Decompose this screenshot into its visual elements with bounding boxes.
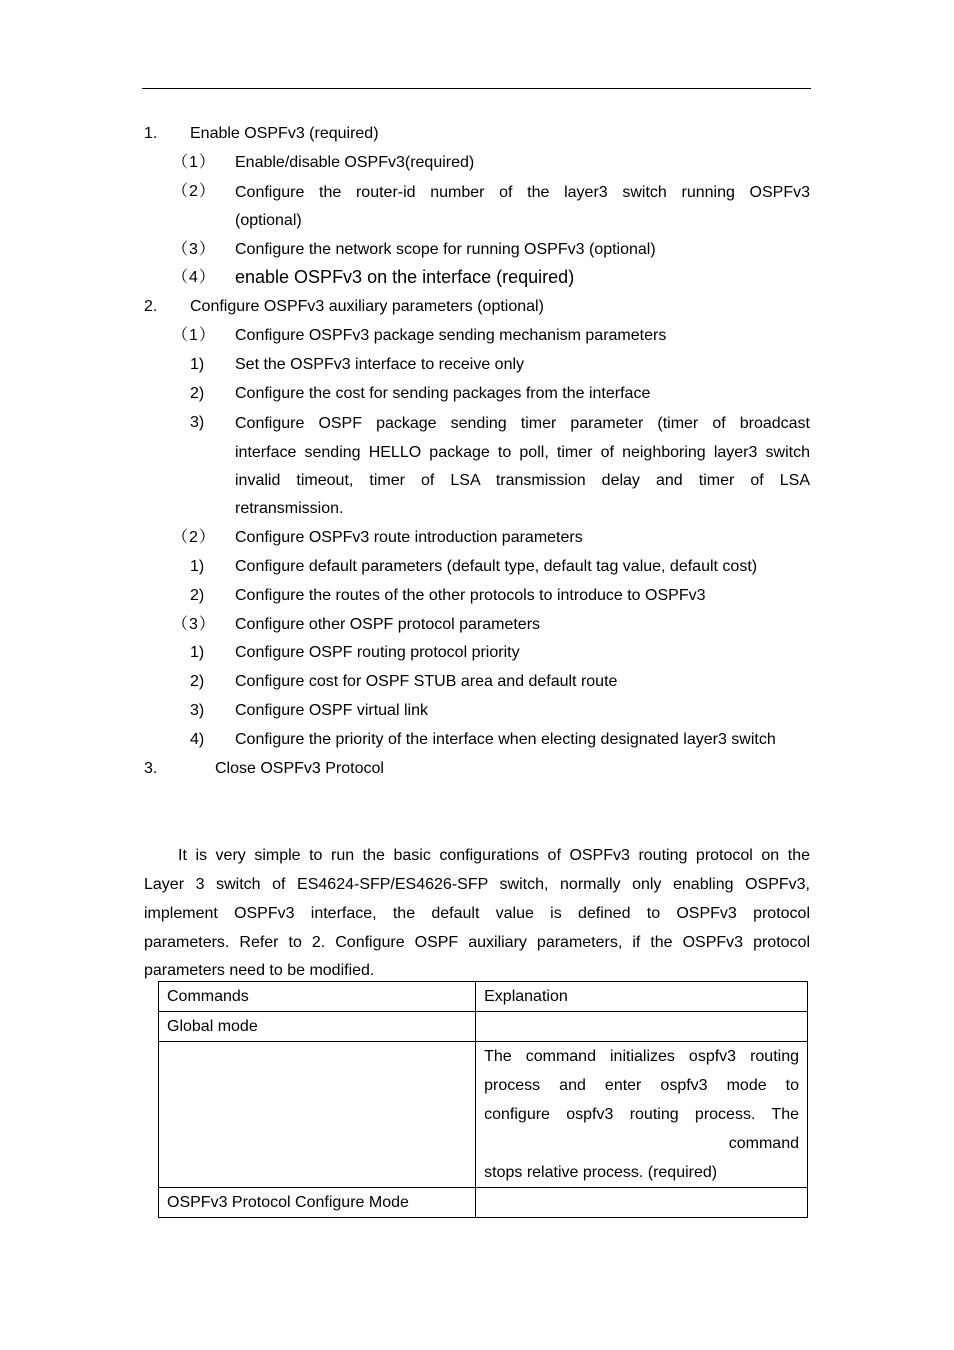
outline-number: 2) (190, 587, 205, 604)
outline-number: 2) (190, 673, 205, 690)
outline-number: 1. (144, 125, 158, 142)
outline-number: 3. (144, 760, 158, 777)
table-header-row (159, 982, 808, 1012)
outline-item: enable OSPFv3 on the interface (required) (235, 267, 575, 287)
outline-item: Configure the routes of the other protocols to introduce to OSPFv3 (235, 587, 706, 604)
explanation-line: configure ospfv3 routing process. The (484, 1106, 799, 1123)
paragraph-line: It is very simple to run the basic configurations of OSPFv3 routing protocol on the (178, 847, 810, 864)
outline-item: Configure OSPF package sending timer parameter (timer of broadcast (235, 415, 810, 432)
header-rule (142, 88, 811, 89)
outline-number: （1） (172, 154, 216, 171)
table-row (159, 1042, 808, 1188)
table-cell-explanation (476, 1042, 808, 1188)
table-cell-mode: OSPFv3 Protocol Configure Mode (159, 1188, 476, 1218)
outline-item: Enable/disable OSPFv3(required) (235, 154, 475, 171)
table-row (159, 1012, 808, 1042)
outline-item: Configure OSPFv3 package sending mechanism parameters (235, 327, 667, 344)
outline-item: Close OSPFv3 Protocol (215, 760, 384, 777)
outline-item: Enable OSPFv3 (required) (190, 125, 379, 142)
outline-number: 2) (190, 385, 205, 402)
outline-number: （2） (172, 529, 216, 546)
outline-number: （2） (172, 183, 216, 200)
commands-table (158, 981, 808, 1218)
explanation-line: stops relative process. (required) (484, 1164, 718, 1181)
outline-number: （3） (172, 616, 216, 633)
outline-item: Configure the priority of the interface when electing designated layer3 switch (235, 731, 776, 748)
outline-number: 1) (190, 644, 205, 661)
table-cell-empty (476, 1012, 808, 1042)
outline-item-continuation: interface sending HELLO package to poll, timer of neighboring layer3 switch (235, 444, 810, 461)
outline-item: Configure cost for OSPF STUB area and default route (235, 673, 618, 690)
outline-item: Configure OSPF virtual link (235, 702, 428, 719)
table-cell-empty (476, 1188, 808, 1218)
outline-number: 1) (190, 356, 205, 373)
outline-number: 1) (190, 558, 205, 575)
outline-item: Configure OSPFv3 auxiliary parameters (optional) (190, 298, 544, 315)
outline-item-continuation: (optional) (235, 212, 302, 229)
explanation-line: process and enter ospfv3 mode to (484, 1077, 799, 1094)
outline-item: Configure the router-id number of the layer3 switch running OSPFv3 (235, 184, 810, 201)
explanation-line: The command initializes ospfv3 routing (484, 1048, 799, 1065)
table-cell-mode: Global mode (159, 1012, 476, 1042)
outline-number: 2. (144, 298, 158, 315)
table-row (159, 1188, 808, 1218)
outline-number: 4) (190, 731, 205, 748)
explanation-line: command (728, 1135, 799, 1152)
outline-item: Configure OSPF routing protocol priority (235, 644, 520, 661)
table-cell-empty (159, 1042, 476, 1188)
paragraph-line: parameters. Refer to 2. Configure OSPF auxiliary parameters, if the OSPFv3 protocol (144, 934, 810, 951)
outline-number: 3) (190, 702, 205, 719)
outline-item: Set the OSPFv3 interface to receive only (235, 356, 525, 373)
table-header-commands: Commands (159, 982, 476, 1012)
outline-item: Configure other OSPF protocol parameters (235, 616, 541, 633)
outline-number: 3) (190, 414, 205, 431)
outline-item-continuation: retransmission. (235, 500, 344, 517)
outline-item-continuation: invalid timeout, timer of LSA transmission delay and timer of LSA (235, 472, 810, 489)
outline-item: Configure default parameters (default type, default tag value, default cost) (235, 558, 758, 575)
paragraph-line: Layer 3 switch of ES4624-SFP/ES4626-SFP switch, normally only enabling OSPFv3, (144, 876, 810, 893)
outline-item: Configure the network scope for running OSPFv3 (optional) (235, 241, 656, 258)
table-header-explanation: Explanation (476, 982, 808, 1012)
outline-item: Configure the cost for sending packages from the interface (235, 385, 651, 402)
paragraph-line: implement OSPFv3 interface, the default value is defined to OSPFv3 protocol (144, 905, 810, 922)
outline-item: Configure OSPFv3 route introduction parameters (235, 529, 583, 546)
outline-number: （4） (172, 269, 216, 286)
outline-number: （1） (172, 327, 216, 344)
outline-number: （3） (172, 241, 216, 258)
paragraph-line: parameters need to be modified. (144, 962, 375, 979)
